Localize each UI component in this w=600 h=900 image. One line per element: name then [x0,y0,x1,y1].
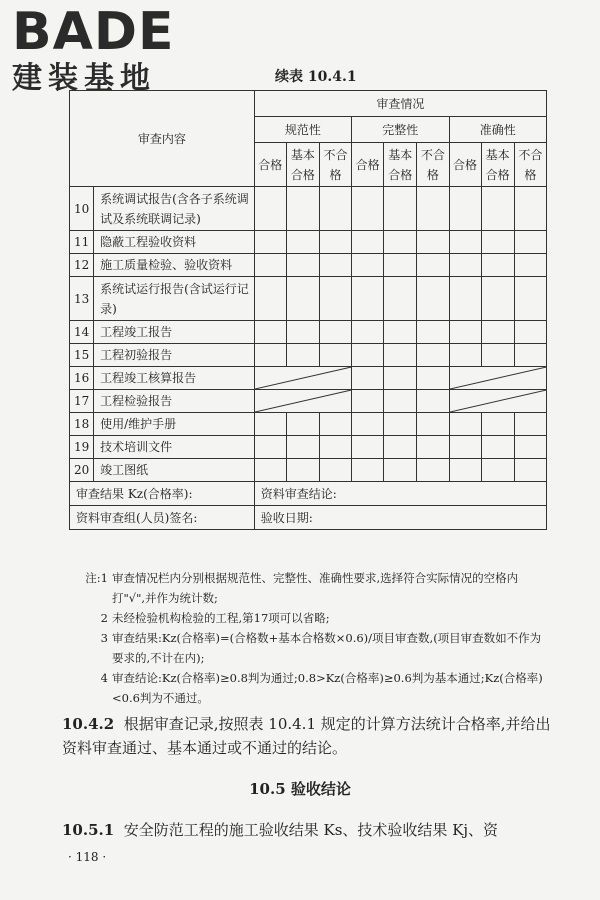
check-cell [320,254,352,277]
not-applicable-cell [449,367,547,390]
logo-text-cn: 建装基地 [12,61,156,96]
row-item: 系统调试报告(含各子系统调试及系统联调记录) [94,187,255,231]
check-cell [286,459,319,482]
check-cell [514,254,546,277]
row-item: 系统试运行报告(含试运行记录) [94,277,255,321]
header-content: 审查内容 [70,91,255,187]
check-cell [384,187,417,231]
check-cell [320,231,352,254]
check-cell [320,321,352,344]
sub-header: 合格 [352,143,384,187]
check-cell [320,459,352,482]
check-cell [417,413,449,436]
check-cell [254,344,286,367]
clause-number: 10.4.2 [62,715,115,733]
table-row [70,413,547,436]
row-item: 技术培训文件 [94,436,255,459]
table-caption: 续表 10.4.1 [275,69,357,85]
check-cell [417,277,449,321]
check-cell [481,344,514,367]
check-cell [514,344,546,367]
review-table [69,90,547,530]
sub-header: 合格 [254,143,286,187]
page-number: · 118 · [68,850,107,864]
check-cell [254,254,286,277]
check-cell [481,459,514,482]
table-row [70,321,547,344]
sub-header: 不合格 [514,143,546,187]
row-number: 17 [70,390,94,413]
check-cell [352,277,384,321]
table-row [70,390,547,413]
check-cell [449,231,481,254]
not-applicable-cell [449,390,547,413]
row-number: 16 [70,367,94,390]
check-cell [286,344,319,367]
check-cell [286,187,319,231]
row-number: 10 [70,187,94,231]
result-label: 审查结果 Kz(合格率): [70,482,255,506]
row-number: 11 [70,231,94,254]
row-number: 14 [70,321,94,344]
check-cell [286,436,319,459]
check-cell [384,277,417,321]
check-cell [449,277,481,321]
check-cell [320,413,352,436]
row-item: 工程竣工核算报告 [94,367,255,390]
row-number: 12 [70,254,94,277]
note-text: 审查结论:Kz(合格率)≥0.8判为通过;0.8>Kz(合格率)≥0.6判为基本通过;Kz(合格率)<0.6判为不通过。 [112,671,543,705]
check-cell [352,254,384,277]
check-cell [481,277,514,321]
table-row [70,254,547,277]
check-cell [384,321,417,344]
check-cell [286,231,319,254]
check-cell [320,344,352,367]
note-number: 4 [100,671,108,685]
check-cell [449,459,481,482]
table-row [70,344,547,367]
table-notes [78,568,548,708]
check-cell [514,277,546,321]
note-item [78,608,548,628]
note-item [78,628,548,668]
conclusion-label: 资料审查结论: [254,482,546,506]
check-cell [481,436,514,459]
check-cell [352,436,384,459]
check-cell [417,231,449,254]
check-cell [417,344,449,367]
header-status: 审查情况 [254,91,546,117]
check-cell [449,321,481,344]
sub-header: 基本合格 [286,143,319,187]
paragraph-10-5-1 [62,818,552,842]
check-cell [417,436,449,459]
check-cell [352,231,384,254]
row-number: 13 [70,277,94,321]
check-cell [320,187,352,231]
check-cell [384,254,417,277]
group-header: 完整性 [352,117,449,143]
row-number: 20 [70,459,94,482]
check-cell [254,436,286,459]
row-item: 工程初验报告 [94,344,255,367]
check-cell [449,344,481,367]
check-cell [417,254,449,277]
check-cell [254,231,286,254]
check-cell [449,254,481,277]
row-item: 竣工图纸 [94,459,255,482]
check-cell [481,413,514,436]
sub-header: 合格 [449,143,481,187]
sub-header: 不合格 [320,143,352,187]
sub-header: 不合格 [417,143,449,187]
row-item: 隐蔽工程验收资料 [94,231,255,254]
check-cell [286,277,319,321]
check-cell [384,231,417,254]
table-row [70,231,547,254]
check-cell [384,367,417,390]
check-cell [286,413,319,436]
check-cell [417,390,449,413]
row-item: 施工质量检验、验收资料 [94,254,255,277]
table-row [70,436,547,459]
section-heading: 10.5 验收结论 [249,780,351,798]
clause-number: 10.5.1 [62,821,115,839]
check-cell [417,367,449,390]
note-item [78,668,548,708]
note-number: 2 [100,611,108,625]
check-cell [352,321,384,344]
check-cell [417,459,449,482]
check-cell [449,436,481,459]
not-applicable-cell [254,367,351,390]
sub-header: 基本合格 [384,143,417,187]
note-item [78,568,548,608]
check-cell [254,187,286,231]
check-cell [417,187,449,231]
row-number: 19 [70,436,94,459]
check-cell [481,254,514,277]
signature-label: 资料审查组(人员)签名: [70,506,255,530]
row-number: 18 [70,413,94,436]
date-label: 验收日期: [254,506,546,530]
check-cell [352,459,384,482]
check-cell [320,436,352,459]
check-cell [514,459,546,482]
check-cell [254,277,286,321]
check-cell [449,187,481,231]
check-cell [514,187,546,231]
check-cell [352,344,384,367]
check-cell [352,187,384,231]
note-number: 注:1 [85,571,108,585]
check-cell [514,321,546,344]
check-cell [384,459,417,482]
table-row [70,277,547,321]
check-cell [254,413,286,436]
row-item: 工程检验报告 [94,390,255,413]
clause-text: 根据审查记录,按照表 10.4.1 规定的计算方法统计合格率,并给出资料审查通过、基本通过或不通过的结论。 [62,715,551,757]
check-cell [320,277,352,321]
note-text: 未经检验机构检验的工程,第17项可以省略; [112,611,330,625]
row-item: 工程竣工报告 [94,321,255,344]
check-cell [254,459,286,482]
table-row [70,187,547,231]
check-cell [254,321,286,344]
check-cell [384,344,417,367]
check-cell [514,436,546,459]
check-cell [514,231,546,254]
note-text: 审查情况栏内分别根据规范性、完整性、准确性要求,选择符合实际情况的空格内打"√",并作为统计数; [112,571,519,605]
check-cell [481,231,514,254]
check-cell [352,413,384,436]
brand-logo [12,2,182,96]
check-cell [417,321,449,344]
check-cell [384,390,417,413]
note-number: 3 [100,631,108,645]
clause-text: 安全防范工程的施工验收结果 Ks、技术验收结果 Kj、资 [123,821,499,839]
check-cell [286,254,319,277]
check-cell [481,187,514,231]
check-cell [384,413,417,436]
row-item: 使用/维护手册 [94,413,255,436]
table-row [70,459,547,482]
check-cell [449,413,481,436]
note-text: 审查结果:Kz(合格率)=(合格数+基本合格数×0.6)/项目审查数,(项目审查数如不作为要求的,不计在内); [112,631,542,665]
table-row [70,367,547,390]
check-cell [481,321,514,344]
not-applicable-cell [254,390,351,413]
group-header: 准确性 [449,117,547,143]
paragraph-10-4-2 [62,712,552,760]
check-cell [352,390,384,413]
sub-header: 基本合格 [481,143,514,187]
check-cell [352,367,384,390]
group-header: 规范性 [254,117,351,143]
row-number: 15 [70,344,94,367]
check-cell [384,436,417,459]
check-cell [514,413,546,436]
logo-text-en: BADE [12,2,175,62]
check-cell [286,321,319,344]
